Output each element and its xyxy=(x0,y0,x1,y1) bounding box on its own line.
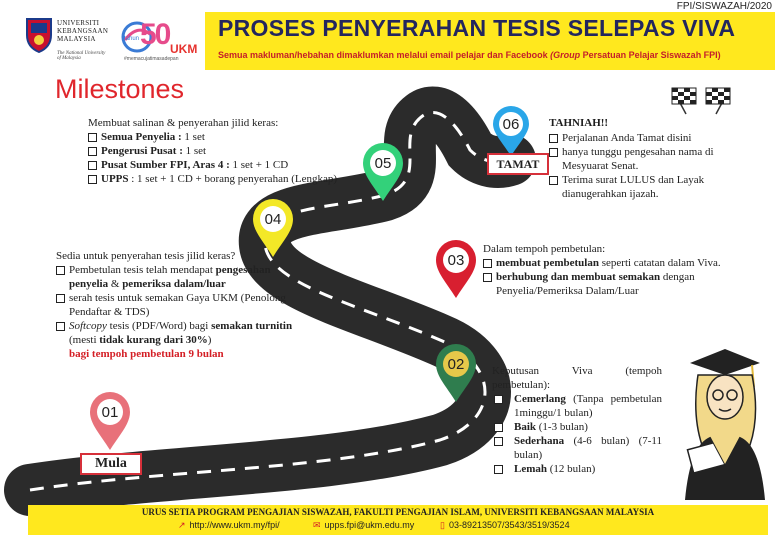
stage-ready-intro: Sedia untuk penyerahan tesis jilid keras? xyxy=(56,250,236,262)
page-subtitle: Semua makluman/hebahan dimaklumkan melalui email pelajar dan Facebook (Group Persatuan Pelajar Siswazah FPI) xyxy=(218,50,721,60)
stage-finish-text xyxy=(549,131,724,201)
phone-icon: ▯ xyxy=(440,520,445,530)
list-item: UPPS : 1 set + 1 CD + borang penyerahan (Lengkap) xyxy=(88,172,378,186)
email-icon: ✉ xyxy=(313,520,321,530)
stage-viva-result-intro: Keputusan Viva (tempoh pembetulan): xyxy=(492,365,662,391)
document-code: FPI/SISWAZAH/2020 xyxy=(676,1,772,12)
list-item: Baik (1-3 bulan) xyxy=(494,420,662,434)
pin-04-label: 04 xyxy=(264,211,282,228)
deadline-note: bagi tempoh pembetulan 9 bulan xyxy=(69,348,224,360)
list-item: Lemah (12 bulan) xyxy=(494,462,662,476)
footer-website[interactable]: ↗ http://www.ukm.my/fpi/ xyxy=(178,520,280,530)
anniversary-hashtag: #memacujatimasadepan xyxy=(124,56,179,62)
list-item: Pembetulan tesis telah mendapat pengesahan penyelia & pemeriksa dalam/luar xyxy=(56,263,296,291)
stage-ready-text xyxy=(56,249,296,361)
ukm-logo-text: UNIVERSITI KEBANGSAAN MALAYSIA xyxy=(57,19,109,43)
stage-submission-text xyxy=(88,116,378,186)
list-item: Sederhana (4-6 bulan) (7-11 bulan) xyxy=(494,434,662,462)
pin-06-label: 06 xyxy=(502,116,520,133)
pin-01-label: 01 xyxy=(101,404,119,421)
anniversary-number: 50 xyxy=(140,18,170,51)
pin-02-label: 02 xyxy=(447,356,465,373)
footer-phone: ▯ 03-89213507/3543/3519/3524 xyxy=(440,520,570,530)
stage-submission-intro: Membuat salinan & penyerahan jilid keras: xyxy=(88,117,279,129)
list-item: Perjalanan Anda Tamat disini xyxy=(549,131,724,145)
congratulations-heading: TAHNIAH!! xyxy=(549,117,609,129)
finish-label: TAMAT xyxy=(487,153,549,175)
anniversary-ukm: UKM xyxy=(170,42,198,56)
milestones-heading: Milestones xyxy=(55,74,185,104)
list-item: berhubung dan membuat semakan dengan Penyelia/Pemeriksa Dalam/Luar xyxy=(483,270,723,298)
pin-01 xyxy=(90,392,130,450)
list-item: Softcopy tesis (PDF/Word) bagi semakan turnitin (mesti tidak kurang dari 30%) xyxy=(56,319,296,347)
pin-02 xyxy=(436,344,476,402)
footer-banner xyxy=(28,505,768,535)
list-item: hanya tunggu pengesahan nama di Mesyuarat Senat. xyxy=(549,145,724,173)
list-item: membuat pembetulan seperti catatan dalam Viva. xyxy=(483,256,723,270)
link-icon: ↗ xyxy=(178,520,186,530)
ukm-logo-subtitle: The National University of Malaysia xyxy=(57,51,106,61)
start-label: Mula xyxy=(80,453,142,475)
page-title: PROSES PENYERAHAN TESIS SELEPAS VIVA xyxy=(218,15,736,41)
stage-correction-intro: Dalam tempoh pembetulan: xyxy=(483,243,606,255)
list-item: serah tesis untuk semakan Gaya UKM (Penolong Pendaftar & TDS) xyxy=(56,291,296,319)
stage-correction-text xyxy=(483,242,723,298)
list-item: Pengerusi Pusat : 1 set xyxy=(88,144,378,158)
pin-05-label: 05 xyxy=(374,155,392,172)
list-item: Pusat Sumber FPI, Aras 4 : 1 set + 1 CD xyxy=(88,158,378,172)
footer-email[interactable]: ✉ upps.fpi@ukm.edu.my xyxy=(313,520,415,530)
anniversary-word: tahun xyxy=(124,36,140,42)
list-item: Terima surat LULUS dan Layak dianugerahkan ijazah. xyxy=(549,173,724,201)
pin-06 xyxy=(493,106,529,156)
pin-03-label: 03 xyxy=(447,252,465,269)
stage-viva-result-text xyxy=(492,364,662,476)
footer-title: URUS SETIA PROGRAM PENGAJIAN SISWAZAH, FAKULTI PENGAJIAN ISLAM, UNIVERSITI KEBANGSAAN MALAYSIA xyxy=(141,507,655,517)
list-item: Semua Penyelia : 1 set xyxy=(88,130,378,144)
list-item: Cemerlang (Tanpa pembetulan 1minggu/1 bulan) xyxy=(494,392,662,420)
pin-03 xyxy=(436,240,476,298)
